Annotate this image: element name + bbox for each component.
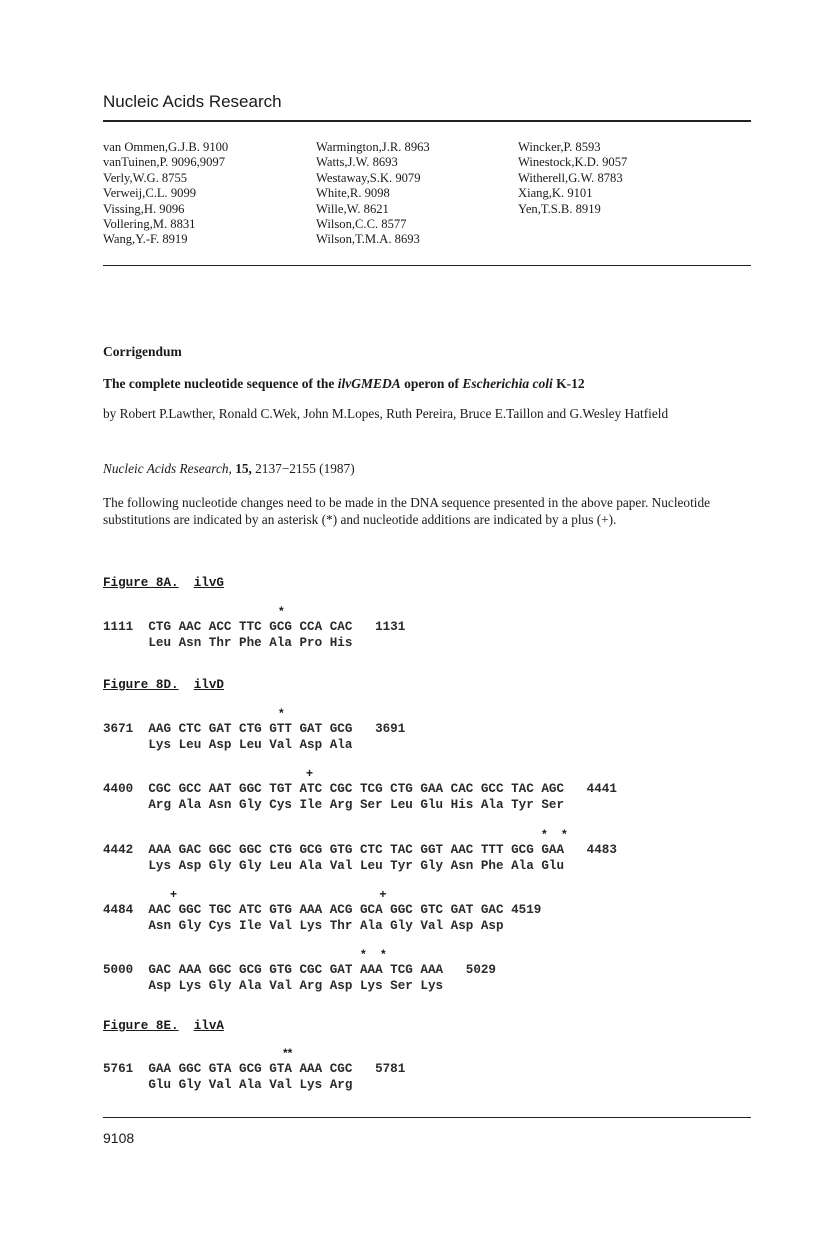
figure-8d-number: Figure 8D. (103, 678, 179, 692)
index-rule (103, 265, 751, 266)
title-text-2: operon of (400, 376, 463, 391)
title-text: The complete nucleotide sequence of the (103, 376, 338, 391)
figure-8a-label (103, 576, 224, 590)
author-index-entry: Yen,T.S.B. 8919 (518, 201, 601, 216)
author-index-entry: White,R. 9098 (316, 186, 390, 201)
figure-8e-label (103, 1019, 224, 1033)
title-species: Escherichia coli (462, 376, 553, 391)
figure-8e-gene: ilvA (193, 1019, 224, 1033)
citation-journal: Nucleic Acids Research, (103, 461, 232, 476)
aa-sequence-4442: Lys Asp Gly Gly Leu Ala Val Leu Tyr Gly Asn Phe Ala Glu (103, 859, 565, 873)
dna-sequence-4400: 4400 CGC GCC AAT GGC TGT ATC CGC TCG CTG GAA CAC GCC TAC AGC 4441 (103, 782, 617, 796)
substitution-mark: * (279, 706, 284, 720)
dna-sequence-4442: 4442 AAA GAC GGC GGC CTG GCG GTG CTC TAC GGT AAC TTT GCG GAA 4483 (103, 843, 617, 857)
aa-sequence-1111: Leu Asn Thr Phe Ala Pro His (103, 636, 353, 650)
aa-sequence-5000: Asp Lys Gly Ala Val Arg Asp Lys Ser Lys (103, 979, 444, 993)
dna-sequence-5000: 5000 GAC AAA GGC GCG GTG CGC GAT AAA TCG AAA 5029 (103, 963, 496, 977)
author-index-entry: Wang,Y.-F. 8919 (103, 232, 188, 247)
figure-8d-gene: ilvD (193, 678, 224, 692)
author-index-entry: Wille,W. 8621 (316, 201, 389, 216)
corrigendum-body: The following nucleotide changes need to be made in the DNA sequence presented in the above paper. Nucleotide substitutions are indicated by an asterisk (*) and nucleotide additions are indicated by a plus (+). (103, 495, 711, 527)
article-authors: by Robert P.Lawther, Ronald C.Wek, John M.Lopes, Ruth Pereira, Bruce E.Taillon and G.Wesley Hatfield (103, 406, 669, 421)
author-index-entry: vanTuinen,P. 9096,9097 (103, 155, 225, 170)
author-index-entry: Verly,W.G. 8755 (103, 170, 188, 185)
author-index-entry: Warmington,J.R. 8963 (316, 140, 430, 154)
addition-mark: + (306, 766, 314, 780)
citation (103, 460, 753, 477)
author-index-entry: Vissing,H. 9096 (103, 201, 185, 216)
aa-sequence-3671: Lys Leu Asp Leu Val Asp Ala (103, 738, 353, 752)
substitution-marks: * * (361, 947, 392, 961)
dna-sequence-1111: 1111 CTG AAC ACC TTC GCG CCA CAC 1131 (103, 620, 406, 634)
author-index-entry: Xiang,K. 9101 (518, 186, 593, 201)
figure-8d-label (103, 678, 224, 692)
dna-sequence-4484: 4484 AAC GGC TGC ATC GTG AAA ACG GCA GGC GTC GAT GAC 4519 (103, 903, 542, 917)
aa-sequence-4400: Arg Ala Asn Gly Cys Ile Arg Ser Leu Glu His Ala Tyr Ser (103, 798, 565, 812)
substitution-mark: * (279, 604, 284, 618)
aa-sequence-4484: Asn Gly Cys Ile Val Lys Thr Ala Gly Val Asp Asp (103, 919, 504, 933)
journal-title: Nucleic Acids Research (103, 92, 282, 111)
figure-8e-number: Figure 8E. (103, 1019, 179, 1033)
author-index-entry: Winestock,K.D. 9057 (518, 155, 628, 170)
dna-sequence-3671: 3671 AAG CTC GAT CTG GTT GAT GCG 3691 (103, 722, 406, 736)
author-index-entry: Verweij,C.L. 9099 (103, 186, 197, 201)
title-gene: ilvGMEDA (337, 376, 401, 391)
addition-marks: + + (170, 887, 387, 901)
header-rule (103, 120, 751, 122)
author-index-entry: Watts,J.W. 8693 (316, 155, 398, 170)
corrigendum-label: Corrigendum (103, 344, 182, 359)
substitution-marks: * * (542, 827, 573, 841)
aa-sequence-5761: Glu Gly Val Ala Val Lys Arg (103, 1078, 353, 1092)
figure-8a-gene: ilvG (193, 576, 224, 590)
author-index-column-2 (316, 140, 430, 248)
author-index-column-3 (518, 140, 627, 217)
author-index-column-1 (103, 140, 228, 248)
article-title (103, 376, 585, 392)
citation-volume: 15, (235, 461, 252, 476)
author-index-entry: Westaway,S.K. 9079 (316, 170, 421, 185)
author-index-entry: Witherell,G.W. 8783 (518, 170, 623, 185)
author-index-entry: Vollering,M. 8831 (103, 217, 196, 232)
figure-8a-number: Figure 8A. (103, 576, 179, 590)
title-text-3: K-12 (552, 376, 585, 391)
page-number: 9108 (103, 1130, 135, 1146)
author-index-entry: Wincker,P. 8593 (518, 140, 601, 154)
substitution-marks: ** (283, 1046, 293, 1060)
author-index-entry: van Ommen,G.J.B. 9100 (103, 140, 229, 154)
author-index-entry: Wilson,C.C. 8577 (316, 217, 407, 232)
author-index-entry: Wilson,T.M.A. 8693 (316, 232, 420, 247)
citation-pages: 2137−2155 (1987) (255, 461, 355, 476)
dna-sequence-5761: 5761 GAA GGC GTA GCG GTA AAA CGC 5781 (103, 1062, 406, 1076)
footer-rule (103, 1117, 751, 1118)
